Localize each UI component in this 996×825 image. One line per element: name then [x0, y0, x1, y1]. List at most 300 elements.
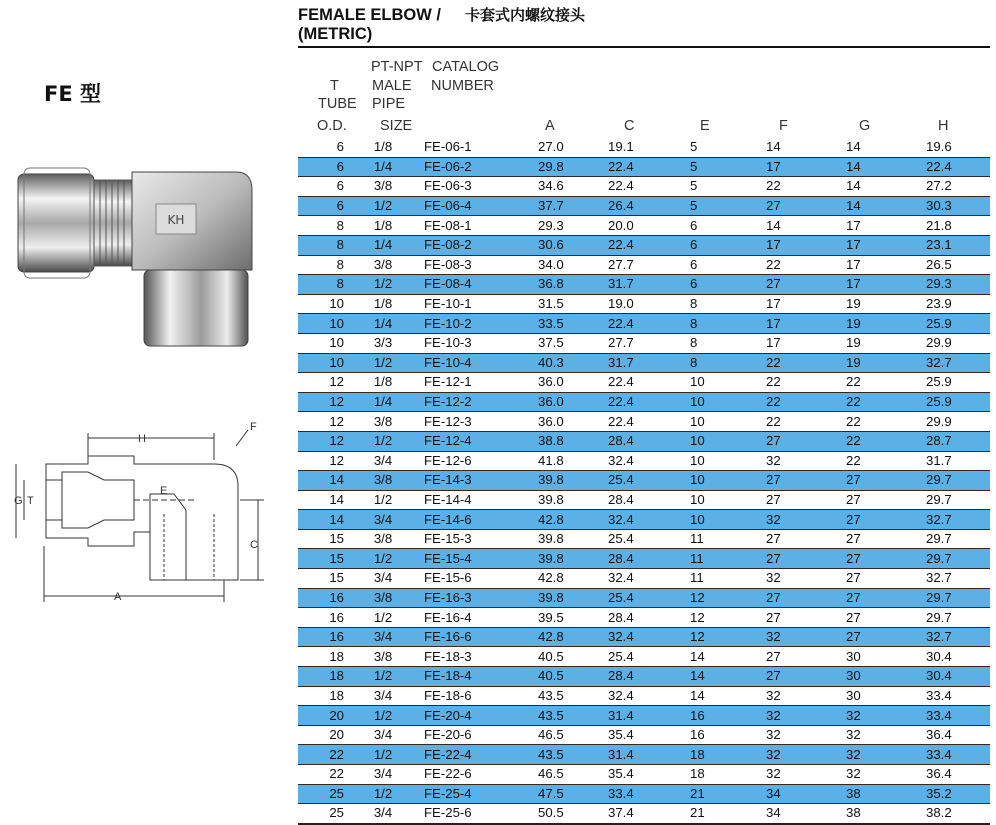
logo-text: KH: [167, 213, 185, 227]
cell-c: 32.4: [608, 510, 690, 530]
cell-g: 38: [846, 784, 926, 804]
header-a: A: [545, 118, 555, 134]
cell-a: 34.0: [538, 255, 608, 275]
cell-h: 25.9: [926, 373, 990, 393]
cell-e: 11: [690, 549, 766, 569]
cell-tube-od: 18: [298, 667, 348, 687]
cell-e: 11: [690, 529, 766, 549]
cell-tube-od: 10: [298, 333, 348, 353]
cell-pipe-size: 3/4: [348, 765, 418, 785]
header-e: E: [700, 118, 710, 134]
table-row: [298, 196, 990, 216]
cell-a: 46.5: [538, 765, 608, 785]
cell-g: 22: [846, 373, 926, 393]
cell-a: 29.3: [538, 216, 608, 236]
cell-catalog-number: FE-06-4: [418, 196, 538, 216]
cell-a: 40.5: [538, 667, 608, 687]
header-f: F: [779, 118, 788, 134]
cell-tube-od: 18: [298, 686, 348, 706]
cell-pipe-size: 3/8: [348, 412, 418, 432]
table-row: [298, 686, 990, 706]
table-row: [298, 529, 990, 549]
cell-tube-od: 10: [298, 294, 348, 314]
table-row: [298, 471, 990, 491]
cell-f: 27: [766, 471, 846, 491]
cell-pipe-size: 1/8: [348, 216, 418, 236]
cell-c: 32.4: [608, 627, 690, 647]
cell-h: 21.8: [926, 216, 990, 236]
dim-a-label: A: [114, 591, 122, 603]
dim-g-label: G: [14, 495, 23, 507]
cell-e: 6: [690, 235, 766, 255]
cell-c: 19.1: [608, 138, 690, 157]
cell-h: 25.9: [926, 314, 990, 334]
cell-f: 27: [766, 490, 846, 510]
cell-c: 27.7: [608, 255, 690, 275]
cell-h: 30.4: [926, 667, 990, 687]
cell-a: 31.5: [538, 294, 608, 314]
cell-e: 14: [690, 647, 766, 667]
table-row: [298, 667, 990, 687]
cell-pipe-size: 1/2: [348, 196, 418, 216]
cell-a: 47.5: [538, 784, 608, 804]
cell-tube-od: 25: [298, 784, 348, 804]
cell-pipe-size: 3/8: [348, 588, 418, 608]
cell-e: 21: [690, 804, 766, 824]
cell-a: 27.0: [538, 138, 608, 157]
cell-c: 25.4: [608, 471, 690, 491]
table-row: [298, 490, 990, 510]
title-rule: [298, 46, 990, 48]
header-od: O.D.: [317, 118, 347, 134]
cell-e: 5: [690, 157, 766, 177]
cell-f: 32: [766, 745, 846, 765]
cell-g: 38: [846, 804, 926, 824]
cell-g: 19: [846, 294, 926, 314]
cell-e: 12: [690, 627, 766, 647]
cell-e: 14: [690, 686, 766, 706]
cell-tube-od: 12: [298, 451, 348, 471]
cell-a: 30.6: [538, 235, 608, 255]
cell-h: 27.2: [926, 177, 990, 197]
cell-tube-od: 6: [298, 196, 348, 216]
cell-c: 37.4: [608, 804, 690, 824]
cell-g: 27: [846, 608, 926, 628]
cell-g: 32: [846, 745, 926, 765]
cell-a: 39.8: [538, 471, 608, 491]
title-en: FEMALE ELBOW /: [298, 6, 441, 24]
cell-catalog-number: FE-16-3: [418, 588, 538, 608]
dim-f-label: F: [250, 421, 257, 433]
cell-f: 32: [766, 706, 846, 726]
cell-f: 27: [766, 667, 846, 687]
cell-h: 29.7: [926, 471, 990, 491]
cell-c: 28.4: [608, 667, 690, 687]
cell-h: 29.3: [926, 275, 990, 295]
cell-tube-od: 16: [298, 588, 348, 608]
cell-f: 22: [766, 177, 846, 197]
cell-pipe-size: 1/2: [348, 706, 418, 726]
cell-f: 17: [766, 333, 846, 353]
table-row: [298, 588, 990, 608]
header-h: H: [938, 118, 949, 134]
cell-catalog-number: FE-10-2: [418, 314, 538, 334]
cell-a: 42.8: [538, 569, 608, 589]
cell-c: 22.4: [608, 314, 690, 334]
cell-g: 14: [846, 177, 926, 197]
cell-catalog-number: FE-16-6: [418, 627, 538, 647]
cell-catalog-number: FE-08-3: [418, 255, 538, 275]
cell-e: 8: [690, 333, 766, 353]
header-number: NUMBER: [431, 78, 494, 94]
cell-c: 31.7: [608, 275, 690, 295]
cell-tube-od: 10: [298, 314, 348, 334]
table-row: [298, 353, 990, 373]
cell-tube-od: 18: [298, 647, 348, 667]
header-size: SIZE: [380, 118, 413, 134]
cell-f: 32: [766, 765, 846, 785]
cell-a: 39.8: [538, 549, 608, 569]
cell-tube-od: 12: [298, 373, 348, 393]
cell-tube-od: 6: [298, 138, 348, 157]
table-row: [298, 216, 990, 236]
table-row: [298, 333, 990, 353]
table-row: [298, 255, 990, 275]
cell-g: 30: [846, 686, 926, 706]
cell-f: 22: [766, 255, 846, 275]
table-row: [298, 549, 990, 569]
header-c: C: [624, 118, 635, 134]
cell-e: 10: [690, 490, 766, 510]
cell-c: 22.4: [608, 177, 690, 197]
cell-h: 19.6: [926, 138, 990, 157]
cell-tube-od: 8: [298, 216, 348, 236]
cell-e: 16: [690, 706, 766, 726]
header-g: G: [859, 118, 871, 134]
table-row: [298, 510, 990, 530]
cell-tube-od: 20: [298, 706, 348, 726]
cell-e: 6: [690, 275, 766, 295]
cell-c: 22.4: [608, 412, 690, 432]
header-t: T: [330, 78, 339, 94]
cell-f: 32: [766, 627, 846, 647]
cell-pipe-size: 3/4: [348, 451, 418, 471]
cell-f: 22: [766, 373, 846, 393]
cell-tube-od: 20: [298, 725, 348, 745]
cell-pipe-size: 1/4: [348, 314, 418, 334]
cell-pipe-size: 3/8: [348, 647, 418, 667]
cell-c: 28.4: [608, 490, 690, 510]
cell-g: 30: [846, 667, 926, 687]
cell-tube-od: 8: [298, 235, 348, 255]
cell-h: 29.7: [926, 529, 990, 549]
cell-c: 33.4: [608, 784, 690, 804]
dim-c-label: C: [250, 539, 258, 551]
cell-h: 29.7: [926, 608, 990, 628]
cell-g: 22: [846, 412, 926, 432]
cell-e: 10: [690, 373, 766, 393]
cell-pipe-size: 3/4: [348, 569, 418, 589]
cell-g: 14: [846, 157, 926, 177]
cell-a: 36.0: [538, 392, 608, 412]
cell-tube-od: 15: [298, 569, 348, 589]
cell-tube-od: 12: [298, 392, 348, 412]
cell-g: 17: [846, 255, 926, 275]
cell-tube-od: 14: [298, 510, 348, 530]
cell-catalog-number: FE-20-4: [418, 706, 538, 726]
cell-h: 33.4: [926, 745, 990, 765]
cell-f: 27: [766, 647, 846, 667]
cell-catalog-number: FE-06-3: [418, 177, 538, 197]
cell-pipe-size: 3/8: [348, 255, 418, 275]
cell-f: 27: [766, 196, 846, 216]
cell-catalog-number: FE-12-2: [418, 392, 538, 412]
cell-g: 27: [846, 549, 926, 569]
cell-c: 31.7: [608, 353, 690, 373]
cell-catalog-number: FE-14-4: [418, 490, 538, 510]
cell-e: 6: [690, 216, 766, 236]
cell-e: 8: [690, 353, 766, 373]
cell-f: 17: [766, 314, 846, 334]
cell-a: 34.6: [538, 177, 608, 197]
cell-c: 25.4: [608, 588, 690, 608]
cell-f: 22: [766, 392, 846, 412]
cell-h: 32.7: [926, 627, 990, 647]
cell-a: 37.7: [538, 196, 608, 216]
cell-g: 14: [846, 138, 926, 157]
dim-e-label: E: [160, 485, 168, 497]
cell-g: 17: [846, 235, 926, 255]
cell-pipe-size: 3/4: [348, 686, 418, 706]
header-catalog: CATALOG: [432, 59, 500, 75]
cell-pipe-size: 3/4: [348, 725, 418, 745]
cell-e: 18: [690, 745, 766, 765]
header-male: MALE: [372, 78, 412, 94]
table-row: [298, 647, 990, 667]
cell-f: 14: [766, 138, 846, 157]
cell-g: 32: [846, 706, 926, 726]
cell-catalog-number: FE-15-4: [418, 549, 538, 569]
cell-a: 39.8: [538, 490, 608, 510]
cell-c: 19.0: [608, 294, 690, 314]
cell-h: 29.9: [926, 412, 990, 432]
cell-e: 10: [690, 471, 766, 491]
spec-table: [298, 138, 990, 825]
cell-a: 46.5: [538, 725, 608, 745]
cell-catalog-number: FE-14-3: [418, 471, 538, 491]
cell-tube-od: 14: [298, 471, 348, 491]
cell-pipe-size: 3/8: [348, 177, 418, 197]
cell-e: 11: [690, 569, 766, 589]
cell-f: 27: [766, 588, 846, 608]
cell-c: 31.4: [608, 706, 690, 726]
cell-e: 14: [690, 667, 766, 687]
cell-a: 37.5: [538, 333, 608, 353]
title-cn: 卡套式内螺纹接头: [465, 6, 586, 24]
table-row: [298, 451, 990, 471]
table-row: [298, 235, 990, 255]
cell-e: 16: [690, 725, 766, 745]
cell-f: 14: [766, 216, 846, 236]
cell-catalog-number: FE-18-3: [418, 647, 538, 667]
table-row: [298, 627, 990, 647]
cell-pipe-size: 1/2: [348, 667, 418, 687]
cell-f: 32: [766, 451, 846, 471]
cell-pipe-size: 1/2: [348, 431, 418, 451]
cell-pipe-size: 1/4: [348, 157, 418, 177]
cell-h: 29.7: [926, 490, 990, 510]
cell-h: 29.9: [926, 333, 990, 353]
cell-tube-od: 12: [298, 431, 348, 451]
cell-pipe-size: 1/2: [348, 275, 418, 295]
cell-h: 25.9: [926, 392, 990, 412]
cell-pipe-size: 1/8: [348, 373, 418, 393]
table-row: [298, 784, 990, 804]
cell-g: 27: [846, 490, 926, 510]
cell-h: 26.5: [926, 255, 990, 275]
cell-catalog-number: FE-12-4: [418, 431, 538, 451]
title-metric: (METRIC): [298, 25, 373, 43]
cell-g: 27: [846, 510, 926, 530]
cell-g: 19: [846, 314, 926, 334]
table-row: [298, 294, 990, 314]
dim-h-label: H: [138, 433, 146, 445]
cell-c: 28.4: [608, 608, 690, 628]
table-row: [298, 373, 990, 393]
cell-f: 27: [766, 431, 846, 451]
cell-c: 26.4: [608, 196, 690, 216]
cell-tube-od: 10: [298, 353, 348, 373]
cell-g: 27: [846, 627, 926, 647]
cell-e: 12: [690, 608, 766, 628]
cell-e: 8: [690, 294, 766, 314]
cell-catalog-number: FE-08-2: [418, 235, 538, 255]
cell-c: 35.4: [608, 765, 690, 785]
cell-pipe-size: 3/8: [348, 529, 418, 549]
cell-pipe-size: 3/8: [348, 471, 418, 491]
cell-a: 43.5: [538, 706, 608, 726]
cell-c: 22.4: [608, 392, 690, 412]
cell-g: 32: [846, 725, 926, 745]
cell-a: 36.0: [538, 373, 608, 393]
product-type-label: FE 型: [44, 82, 102, 106]
cell-g: 17: [846, 275, 926, 295]
cell-pipe-size: 1/2: [348, 549, 418, 569]
cell-c: 20.0: [608, 216, 690, 236]
cell-h: 35.2: [926, 784, 990, 804]
cell-a: 29.8: [538, 157, 608, 177]
cell-catalog-number: FE-10-1: [418, 294, 538, 314]
cell-h: 29.7: [926, 549, 990, 569]
cell-c: 32.4: [608, 686, 690, 706]
cell-e: 10: [690, 510, 766, 530]
cell-catalog-number: FE-22-6: [418, 765, 538, 785]
cell-c: 22.4: [608, 373, 690, 393]
cell-f: 22: [766, 353, 846, 373]
table-row: [298, 138, 990, 157]
cell-catalog-number: FE-25-4: [418, 784, 538, 804]
cell-g: 17: [846, 216, 926, 236]
table-row: [298, 177, 990, 197]
cell-a: 39.8: [538, 529, 608, 549]
cell-g: 22: [846, 451, 926, 471]
cell-pipe-size: 1/2: [348, 608, 418, 628]
cell-catalog-number: FE-15-3: [418, 529, 538, 549]
cell-pipe-size: 1/2: [348, 784, 418, 804]
cell-catalog-number: FE-08-4: [418, 275, 538, 295]
cell-h: 29.7: [926, 588, 990, 608]
cell-pipe-size: 1/4: [348, 235, 418, 255]
cell-a: 42.8: [538, 627, 608, 647]
cell-tube-od: 16: [298, 608, 348, 628]
spec-table-body: [298, 138, 990, 824]
cell-tube-od: 12: [298, 412, 348, 432]
cell-tube-od: 6: [298, 157, 348, 177]
product-photo: [16, 160, 256, 350]
cell-c: 27.7: [608, 333, 690, 353]
cell-e: 18: [690, 765, 766, 785]
cell-f: 27: [766, 608, 846, 628]
cell-a: 38.8: [538, 431, 608, 451]
cell-tube-od: 8: [298, 255, 348, 275]
cell-pipe-size: 1/8: [348, 138, 418, 157]
cell-pipe-size: 1/2: [348, 745, 418, 765]
cell-f: 27: [766, 549, 846, 569]
cell-a: 33.5: [538, 314, 608, 334]
cell-pipe-size: 3/4: [348, 510, 418, 530]
cell-e: 10: [690, 412, 766, 432]
cell-a: 50.5: [538, 804, 608, 824]
cell-e: 21: [690, 784, 766, 804]
table-row: [298, 569, 990, 589]
header-pipe: PIPE: [372, 96, 406, 112]
cell-tube-od: 16: [298, 627, 348, 647]
table-row: [298, 392, 990, 412]
cell-catalog-number: FE-16-4: [418, 608, 538, 628]
cell-c: 28.4: [608, 431, 690, 451]
table-row: [298, 608, 990, 628]
cell-catalog-number: FE-15-6: [418, 569, 538, 589]
cell-pipe-size: 1/8: [348, 294, 418, 314]
cell-g: 27: [846, 471, 926, 491]
cell-catalog-number: FE-12-3: [418, 412, 538, 432]
cell-tube-od: 8: [298, 275, 348, 295]
cell-f: 34: [766, 784, 846, 804]
cell-g: 19: [846, 333, 926, 353]
cell-tube-od: 22: [298, 745, 348, 765]
cell-f: 22: [766, 412, 846, 432]
cell-a: 43.5: [538, 686, 608, 706]
cell-e: 5: [690, 177, 766, 197]
cell-catalog-number: FE-06-2: [418, 157, 538, 177]
cell-c: 22.4: [608, 157, 690, 177]
cell-g: 27: [846, 529, 926, 549]
cell-g: 22: [846, 392, 926, 412]
cell-a: 36.8: [538, 275, 608, 295]
cell-g: 30: [846, 647, 926, 667]
cell-catalog-number: FE-22-4: [418, 745, 538, 765]
cell-f: 17: [766, 157, 846, 177]
cell-h: 23.1: [926, 235, 990, 255]
cell-f: 27: [766, 275, 846, 295]
cell-c: 28.4: [608, 549, 690, 569]
header-ptnpt: PT-NPT: [371, 59, 423, 75]
page-title: [298, 6, 585, 44]
table-row: [298, 725, 990, 745]
cell-e: 10: [690, 392, 766, 412]
cell-c: 35.4: [608, 725, 690, 745]
cell-a: 42.8: [538, 510, 608, 530]
